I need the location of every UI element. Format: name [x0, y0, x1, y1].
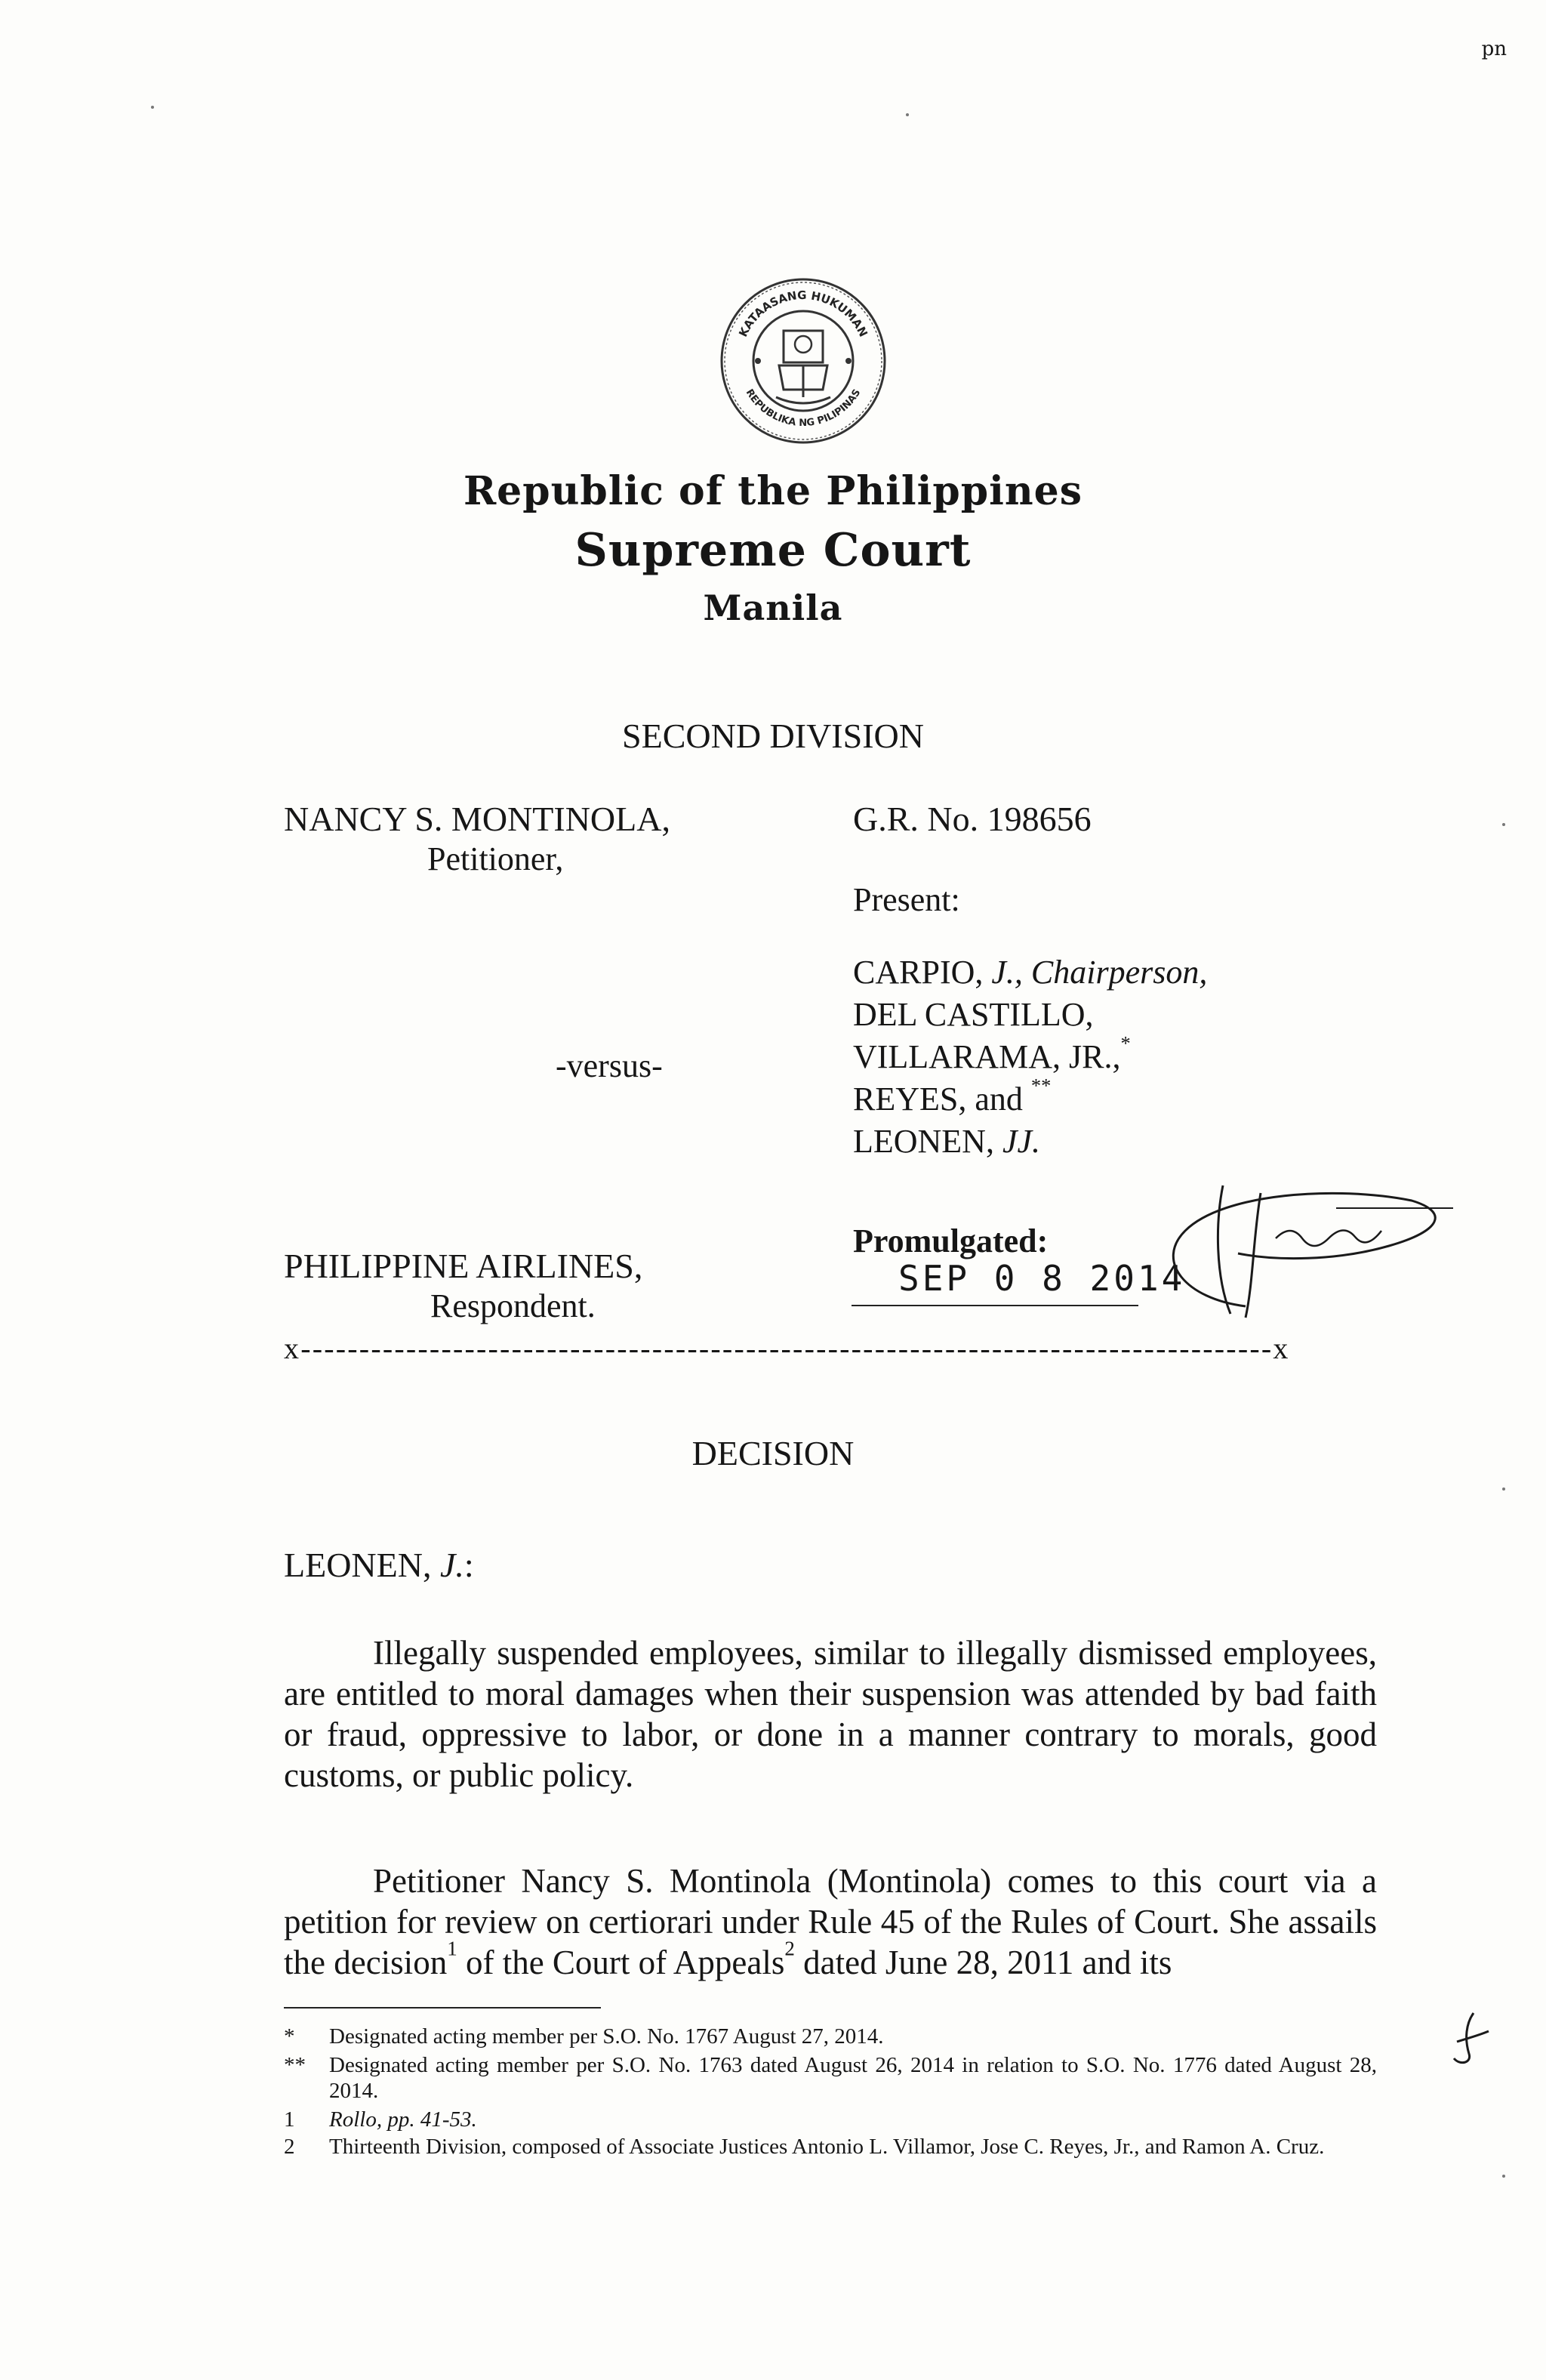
- supreme-court-seal: [719, 276, 888, 445]
- scan-speck: [906, 113, 909, 116]
- gr-number: G.R. No. 198656: [853, 800, 1092, 838]
- promulgated-date-stamp: SEP 0 8 2014: [898, 1258, 1186, 1299]
- present-label: Present:: [853, 881, 960, 918]
- handwritten-initial: [1443, 2009, 1496, 2069]
- scan-speck: [1502, 2175, 1505, 2178]
- clerk-signature: [1140, 1178, 1457, 1321]
- justice-item: CARPIO, J., Chairperson,: [853, 954, 1208, 991]
- page-corner-mark: pn: [1481, 38, 1507, 60]
- body-paragraph: Illegally suspended employees, similar to illegally dismissed employees, are entitled to moral damages when their suspension was attended by bad faith or fraud, oppressive to labor, or done in a manner contrary to morals, good customs, or public policy.: [284, 1634, 1377, 1794]
- promulgated-label: Promulgated:: [853, 1222, 1049, 1259]
- decision-title: DECISION: [691, 1434, 855, 1472]
- justice-item: REYES, and **: [853, 1074, 1052, 1118]
- header-republic: Republic of the Philippines: [463, 468, 1083, 514]
- scan-speck: [151, 106, 154, 109]
- promulgated-underline: [852, 1305, 1138, 1306]
- justice-item: LEONEN, JJ.: [853, 1123, 1041, 1160]
- seal-bottom-text: REPUBLIKA NG PILIPINAS: [743, 387, 864, 429]
- justices-list: [853, 951, 1207, 1163]
- header-manila: Manila: [703, 587, 843, 628]
- respondent-role: Respondent.: [430, 1287, 596, 1324]
- body-paragraph: Petitioner Nancy S. Montinola (Montinola) comes to this court via a petition for review on certiorari under Rule 45 of the Rules of Court. She assails the decision$^1$ of the Court of Appeals$^2$ dated June 28, 2011 and its: [284, 1862, 1377, 1981]
- header-supreme-court: Supreme Court: [574, 524, 972, 577]
- justice-item: DEL CASTILLO,: [853, 996, 1094, 1033]
- ponente: LEONEN, J.:: [284, 1546, 474, 1584]
- petitioner-name: NANCY S. MONTINOLA,: [284, 800, 670, 838]
- footnote-rule: [284, 2007, 601, 2009]
- respondent-name: PHILIPPINE AIRLINES,: [284, 1247, 643, 1285]
- caption-separator: x-----------------------------------------------------------------------------------x: [284, 1331, 1290, 1365]
- petitioner-role: Petitioner,: [427, 840, 564, 877]
- scan-speck: [1502, 1488, 1505, 1491]
- justice-item: VILLARAMA, JR.,*: [853, 1031, 1131, 1075]
- seal-top-text: KATAASANG HUKUMAN: [736, 288, 870, 340]
- versus-label: -versus-: [556, 1047, 663, 1084]
- scan-speck: [1502, 823, 1505, 826]
- division-title: SECOND DIVISION: [622, 717, 924, 755]
